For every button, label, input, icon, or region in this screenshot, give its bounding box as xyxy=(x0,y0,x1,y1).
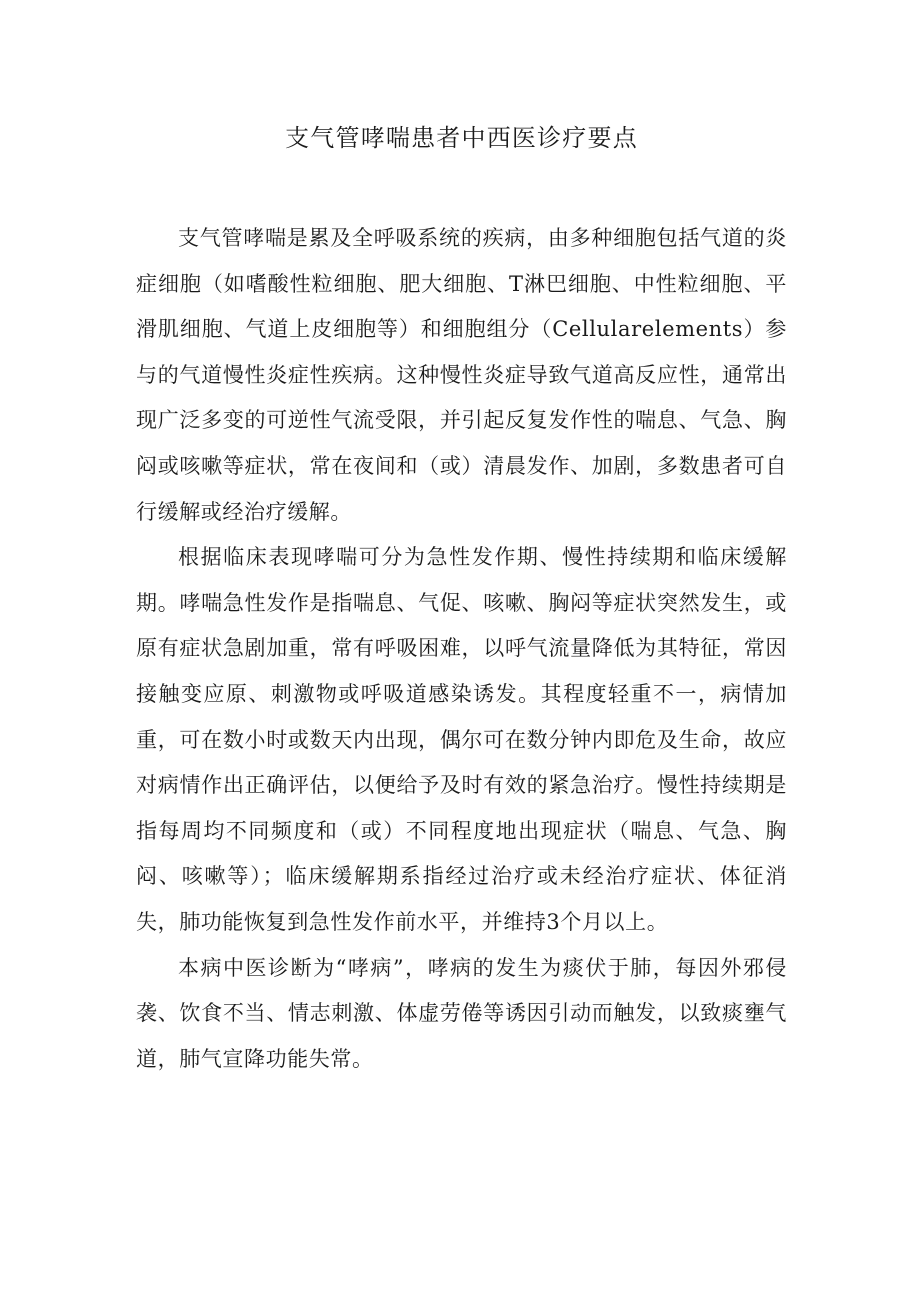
document-title: 支气管哮喘患者中西医诊疗要点 xyxy=(285,124,638,152)
paragraph-classification: 根据临床表现哮喘可分为急性发作期、慢性持续期和临床缓解期。哮喘急性发作是指喘息、气促、咳嗽、胸闷等症状突然发生，或原有症状急剧加重，常有呼吸困难，以呼气流量降低为其特征，常因接触变应原、刺激物或呼吸道感染诱发。其程度轻重不一，病情加重，可在数小时或数天内出现，偶尔可在数分钟内即危及生命，故应对病情作出正确评估，以便给予及时有效的紧急治疗。慢性持续期是指每周均不同频度和（或）不同程度地出现症状（喘息、气急、胸闷、咳嗽等）；临床缓解期系指经过治疗或未经治疗症状、体征消失，肺功能恢复到急性发作前水平，并维持3个月以上。 xyxy=(136,545,787,934)
paragraph-definition: 支气管哮喘是累及全呼吸系统的疾病，由多种细胞包括气道的炎症细胞（如嗜酸性粒细胞、肥大细胞、T淋巴细胞、中性粒细胞、平滑肌细胞、气道上皮细胞等）和细胞组分（Cellularelements）参与的气道慢性炎症性疾病。这种慢性炎症导致气道高反应性，通常出现广泛多变的可逆性气流受限，并引起反复发作性的喘息、气急、胸闷或咳嗽等症状，常在夜间和（或）清晨发作、加剧，多数患者可自行缓解或经治疗缓解。 xyxy=(136,226,787,524)
paragraph-tcm-diagnosis: 本病中医诊断为“哮病”，哮病的发生为痰伏于肺，每因外邪侵袭、饮食不当、情志刺激、体虚劳倦等诱因引动而触发，以致痰壅气道，肺气宣降功能失常。 xyxy=(136,955,787,1071)
document-body xyxy=(136,216,787,1082)
